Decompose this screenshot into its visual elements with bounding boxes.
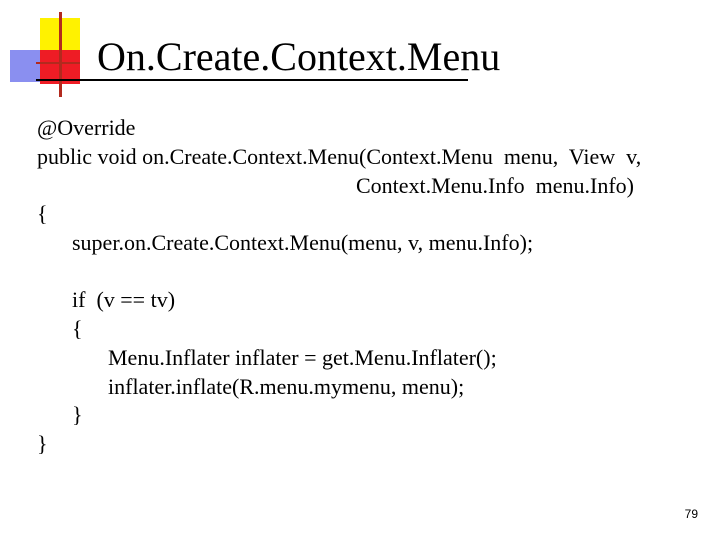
page-number: 79 xyxy=(684,507,698,521)
code-line: Context.Menu.Info menu.Info) xyxy=(356,173,634,198)
code-line: { xyxy=(72,316,83,341)
code-line: Menu.Inflater inflater = get.Menu.Inflater(); xyxy=(108,345,497,370)
code-line: } xyxy=(37,431,48,456)
code-line: inflater.inflate(R.menu.mymenu, menu); xyxy=(108,374,465,399)
code-line: public void on.Create.Context.Menu(Context.Menu menu, View v, xyxy=(37,144,642,169)
code-line: if (v == tv) xyxy=(72,287,176,312)
slide-title: On.Create.Context.Menu xyxy=(97,34,501,79)
code-line: @Override xyxy=(37,115,136,140)
code-line: } xyxy=(72,402,83,427)
code-line: super.on.Create.Context.Menu(menu, v, menu.Info); xyxy=(72,230,534,255)
code-line: { xyxy=(37,201,48,226)
